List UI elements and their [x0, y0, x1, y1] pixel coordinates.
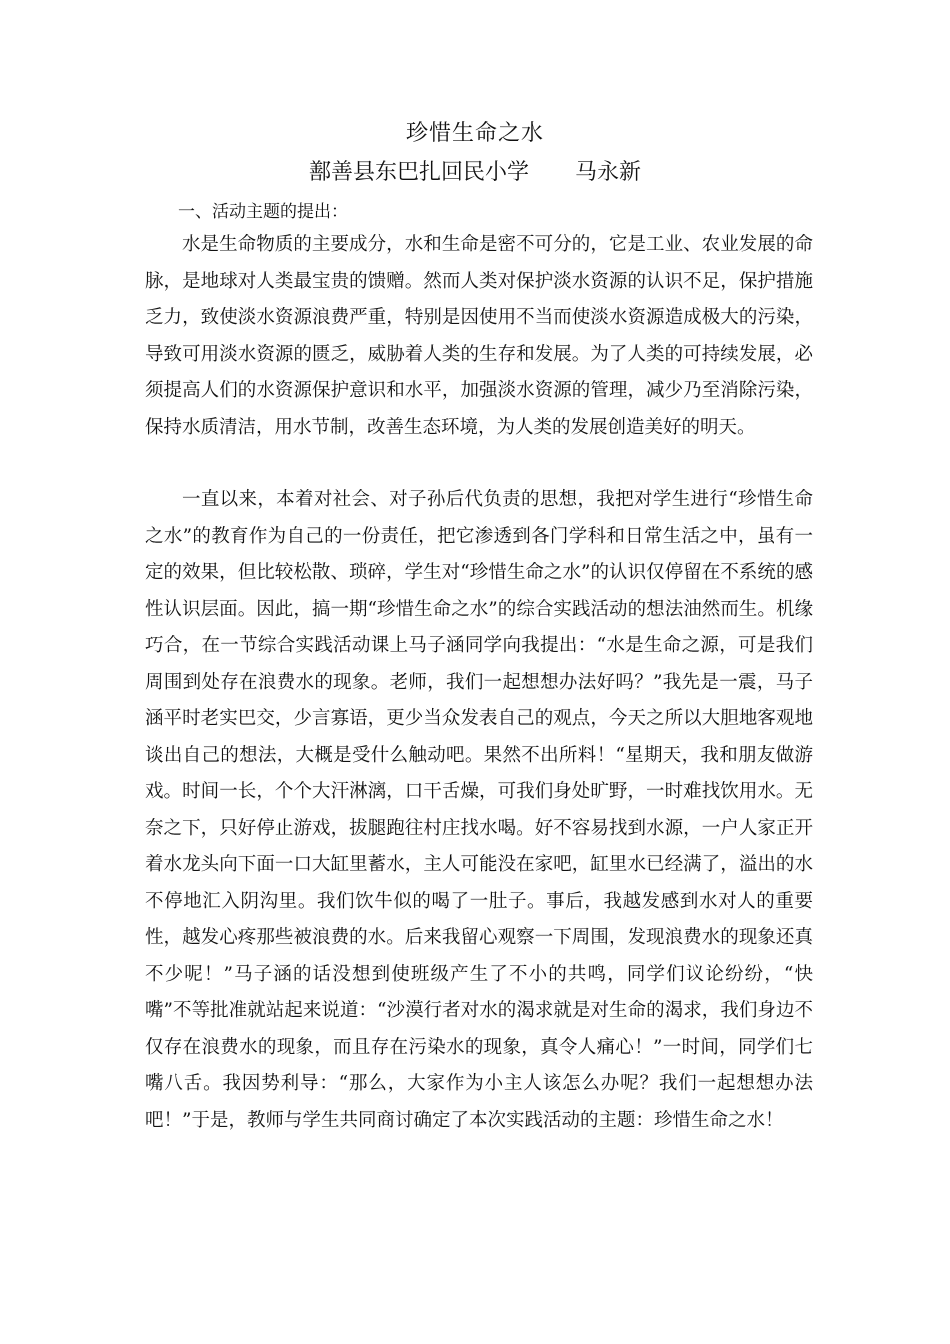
author-school: 鄯善县东巴扎回民小学 — [308, 160, 529, 185]
author-name: 马永新 — [575, 160, 642, 185]
author-line — [0, 157, 950, 189]
section-heading: 一、活动主题的提出： — [178, 202, 348, 222]
body-paragraph-2: 一直以来，本着对社会、对子孙后代负责的思想，我把对学生进行“珍惜生命之水”的教育作为自己的一份责任，把它渗透到各门学科和日常生活之中，虽有一定的效果，但比较松散、琐碎，学生对“珍惜生命之水”的认识仅停留在不系统的感性认识层面。因此，搞一期“珍惜生命之水”的综合实践活动的想法油然而生。机缘巧合，在一节综合实践活动课上马子涵同学向我提出：“水是生命之源，可是我们周围到处存在浪费水的现象。老师，我们一起想想办法好吗？”我先是一震，马子涵平时老实巴交，少言寡语，更少当众发表自己的观点，今天之所以大胆地客观地谈出自己的想法，大概是受什么触动吧。果然不出所料！“星期天，我和朋友做游戏。时间一长，个个大汗淋漓，口干舌燥，可我们身处旷野，一时难找饮用水。无奈之下，只好停止游戏，拔腿跑往村庄找水喝。好不容易找到水源，一户人家正开着水龙头向下面一口大缸里蓄水，主人可能没在家吧，缸里水已经满了，溢出的水不停地汇入阴沟里。我们饮牛似的喝了一肚子。事后，我越发感到水对人的重要性，越发心疼那些被浪费的水。后来我留心观察一下周围，发现浪费水的现象还真不少呢！”马子涵的话没想到使班级产生了不小的共鸣，同学们议论纷纷，“快嘴”不等批准就站起来说道：“沙漠行者对水的渴求就是对生命的渴求，我们身边不仅存在浪费水的现象，而且存在污染水的现象，真令人痛心！”一时间，同学们七嘴八舌。我因势利导：“那么，大家作为小主人该怎么办呢？我们一起想想办法吧！”于是，教师与学生共同商讨确定了本次实践活动的主题：珍惜生命之水！ — [145, 489, 813, 1131]
document-title: 珍惜生命之水 — [405, 121, 544, 146]
body-paragraph-1: 水是生命物质的主要成分，水和生命是密不可分的，它是工业、农业发展的命脉，是地球对人类最宝贵的馈赠。然而人类对保护淡水资源的认识不足，保护措施乏力，致使淡水资源浪费严重，特别是因使用不当而使淡水资源造成极大的污染，导致可用淡水资源的匮乏，威胁着人类的生存和发展。为了人类的可持续发展，必须提高人们的水资源保护意识和水平，加强淡水资源的管理，减少乃至消除污染，保持水质清洁，用水节制，改善生态环境，为人类的发展创造美好的明天。 — [145, 234, 813, 438]
